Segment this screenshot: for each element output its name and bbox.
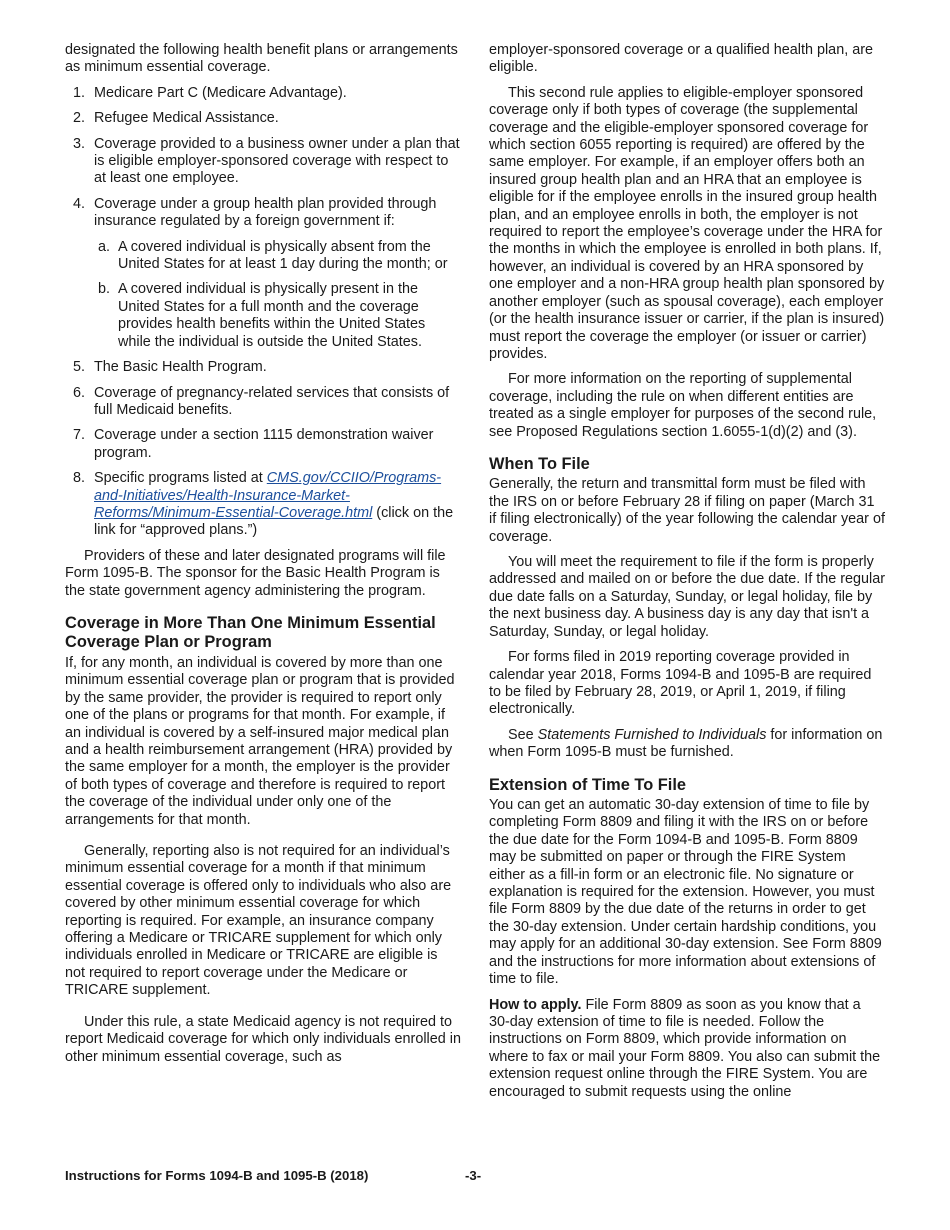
how-to-apply-paragraph: [489, 997, 885, 1101]
list-item: [65, 85, 461, 102]
list-item: [65, 359, 461, 376]
list-item-number: 1.: [73, 84, 86, 101]
designated-programs-list: [65, 85, 461, 540]
list-item-number: 6.: [73, 384, 86, 401]
when-to-file-paragraph: Generally, the return and transmittal form must be filed with the IRS on or before February 28 if filing on paper (March 31 if filing electronically) of the year following the calendar year of coverage.: [489, 476, 885, 545]
how-to-apply-text: File Form 8809 as soon as you know that a 30-day extension of time to file is needed. Follow the instructions on Form 8809, which provide information on where to fax or mail your Form 8809. You also can submit the extension request online through the FIRE System. You are encouraged to submit requests using the online: [489, 996, 881, 1100]
sublist-item-text: A covered individual is physically absent from the United States for at least 1 day during the month; or: [118, 238, 448, 273]
list-item-number: 2.: [73, 110, 86, 127]
list-item: [65, 427, 461, 462]
list-item-text: Medicare Part C (Medicare Advantage).: [94, 84, 347, 101]
foreign-coverage-sublist: [94, 239, 461, 351]
list-item: [65, 385, 461, 420]
list-item-text: Coverage of pregnancy-related services that consists of full Medicaid benefits.: [94, 384, 450, 418]
list-item-text: Coverage under a group health plan provided through insurance regulated by a foreign government if:: [94, 195, 437, 230]
sublist-item: [94, 281, 461, 351]
filing-requirement-paragraph: You will meet the requirement to file if the form is properly addressed and mailed on or before the due date. If the regular due date falls on a Saturday, Sunday, or legal holiday, file by the next business day. A business day is any day that isn't a Saturday, Sunday, or legal holiday.: [489, 554, 886, 640]
second-rule-paragraph: This second rule applies to eligible-employer sponsored coverage only if both types of coverage (the supplemental coverage and the eligible-employer sponsored coverage for which section 6055 reporting is required) are offered by the same employer. For example, if an employer offers both an insured group health plan and an HRA that an employee is eligible for if the employee enrolls in the insured group health plan, and an employee enrolls in both, the employer is not required to report the employee’s coverage under the HRA for the months in which the employee is enrolled in both plans. If, however, an individual is covered by an HRA sponsored by one employer and a non-HRA group health plan sponsored by another employer (such as spousal coverage), each employer (or the health insurance issuer or carrier, if the plan is insured) must report the coverage the employer (or issuer or carrier) provides.: [489, 84, 885, 362]
extension-heading: Extension of Time To File: [489, 775, 687, 794]
list-item: [65, 136, 461, 188]
page-number: -3-: [465, 1168, 482, 1183]
intro-paragraph: designated the following health benefit plans or arrangements as minimum essential coverage.: [65, 42, 458, 76]
page-footer: [65, 1168, 885, 1188]
list-item-text-suffix: (click on the link for “approved plans.”): [94, 504, 454, 539]
filing-deadline-paragraph: For forms filed in 2019 reporting coverage provided in calendar year 2018, Forms 1094-B and 1095-B are required to be filed by February 28, 2019, or April 1, 2019, if filing electronically.: [489, 649, 872, 718]
list-item-text: Coverage provided to a business owner under a plan that is eligible employer-sponsored coverage with respect to at least one employee.: [94, 135, 460, 187]
medicaid-rule-paragraph: Under this rule, a state Medicaid agency is not required to report Medicaid coverage for which only individuals enrolled in other minimum essential coverage, such as: [65, 1013, 461, 1065]
see-prefix: See: [508, 726, 538, 743]
right-column: [489, 42, 885, 1109]
sublist-item-letter: b.: [98, 281, 111, 298]
list-item: [65, 470, 461, 540]
footer-title: Instructions for Forms 1094-B and 1095-B (2018): [65, 1168, 369, 1183]
list-item-text-prefix: Specific programs listed at: [94, 470, 267, 487]
list-item-text: The Basic Health Program.: [94, 359, 267, 376]
list-item-text: Coverage under a section 1115 demonstration waiver program.: [94, 427, 434, 461]
list-item-number: 3.: [73, 135, 86, 152]
left-column: [65, 42, 461, 1074]
reporting-not-required-paragraph: Generally, reporting also is not required for an individual’s minimum essential coverage for a month if that minimum essential coverage is offered only to individuals who also are covered by other minimum essential coverage for which reporting is required. For example, an insurance company offering a Medicare or TRICARE supplement for which only individuals enrolled in Medicare or TRICARE are eligible is not required to report coverage under the Medicare or TRICARE supplement.: [65, 843, 452, 999]
sublist-item: [94, 239, 461, 274]
list-item-text: Refugee Medical Assistance.: [94, 110, 279, 127]
list-item-number: 4.: [73, 195, 86, 212]
list-item-number: 7.: [73, 427, 86, 444]
when-to-file-heading: When To File: [489, 454, 590, 473]
how-to-apply-label: How to apply.: [489, 996, 582, 1013]
list-item-number: 8.: [73, 470, 86, 487]
list-item-number: 5.: [73, 359, 86, 376]
providers-paragraph: Providers of these and later designated programs will file Form 1095-B. The sponsor for the Basic Health Program is the state government agency administering the program.: [65, 547, 446, 599]
sublist-item-letter: a.: [98, 238, 111, 255]
see-suffix: for information on when Form 1095-B must be furnished.: [489, 726, 883, 761]
statements-reference: Statements Furnished to Individuals: [537, 726, 767, 743]
cms-approved-plans-link[interactable]: CMS.gov/CCIIO/Programs-and-Initiatives/Health-Insurance-Market-Reforms/Minimum-Essential-Coverage.html: [94, 470, 442, 521]
list-item: [65, 110, 461, 127]
see-statements-paragraph: [489, 727, 885, 762]
coverage-paragraph: If, for any month, an individual is covered by more than one minimum essential coverage plan or program that is provided by the same provider, the provider is required to report only one of the plans or programs for that month. For example, if an individual is covered by a self-insured major medical plan and a health reimbursement arrangement (HRA) provided by the same employer for a month, the employer is the provider of both types of coverage and therefore is required to report the coverage of the individual under only one of the arrangements for that month.: [65, 654, 455, 828]
list-item: [65, 196, 461, 351]
coverage-section-heading: Coverage in More Than One Minimum Essential Coverage Plan or Program: [65, 613, 436, 652]
continued-paragraph: employer-sponsored coverage or a qualified health plan, are eligible.: [489, 42, 873, 76]
extension-paragraph: You can get an automatic 30-day extension of time to file by completing Form 8809 and filing it with the IRS on or before the due date for the Form 1094-B and 1095-B. Form 8809 may be submitted on paper or through the FIRE System either as a fill-in form or an electronic file. No signature or explanation is required for the extension. However, you must file Form 8809 by the due date of the returns in order to get the 30-day extension. Under certain hardship conditions, you may apply for an additional 30-day extension. See Form 8809 and the instructions for more information about extensions of time to file.: [489, 797, 882, 988]
sublist-item-text: A covered individual is physically present in the United States for a full month and the coverage provides health benefits within the United States while the individual is outside the United States.: [118, 281, 426, 350]
more-info-paragraph: For more information on the reporting of supplemental coverage, including the rule on when different entities are treated as a single employer for purposes of the second rule, see Proposed Regulations section 1.6055-1(d)(2) and (3).: [489, 371, 877, 440]
